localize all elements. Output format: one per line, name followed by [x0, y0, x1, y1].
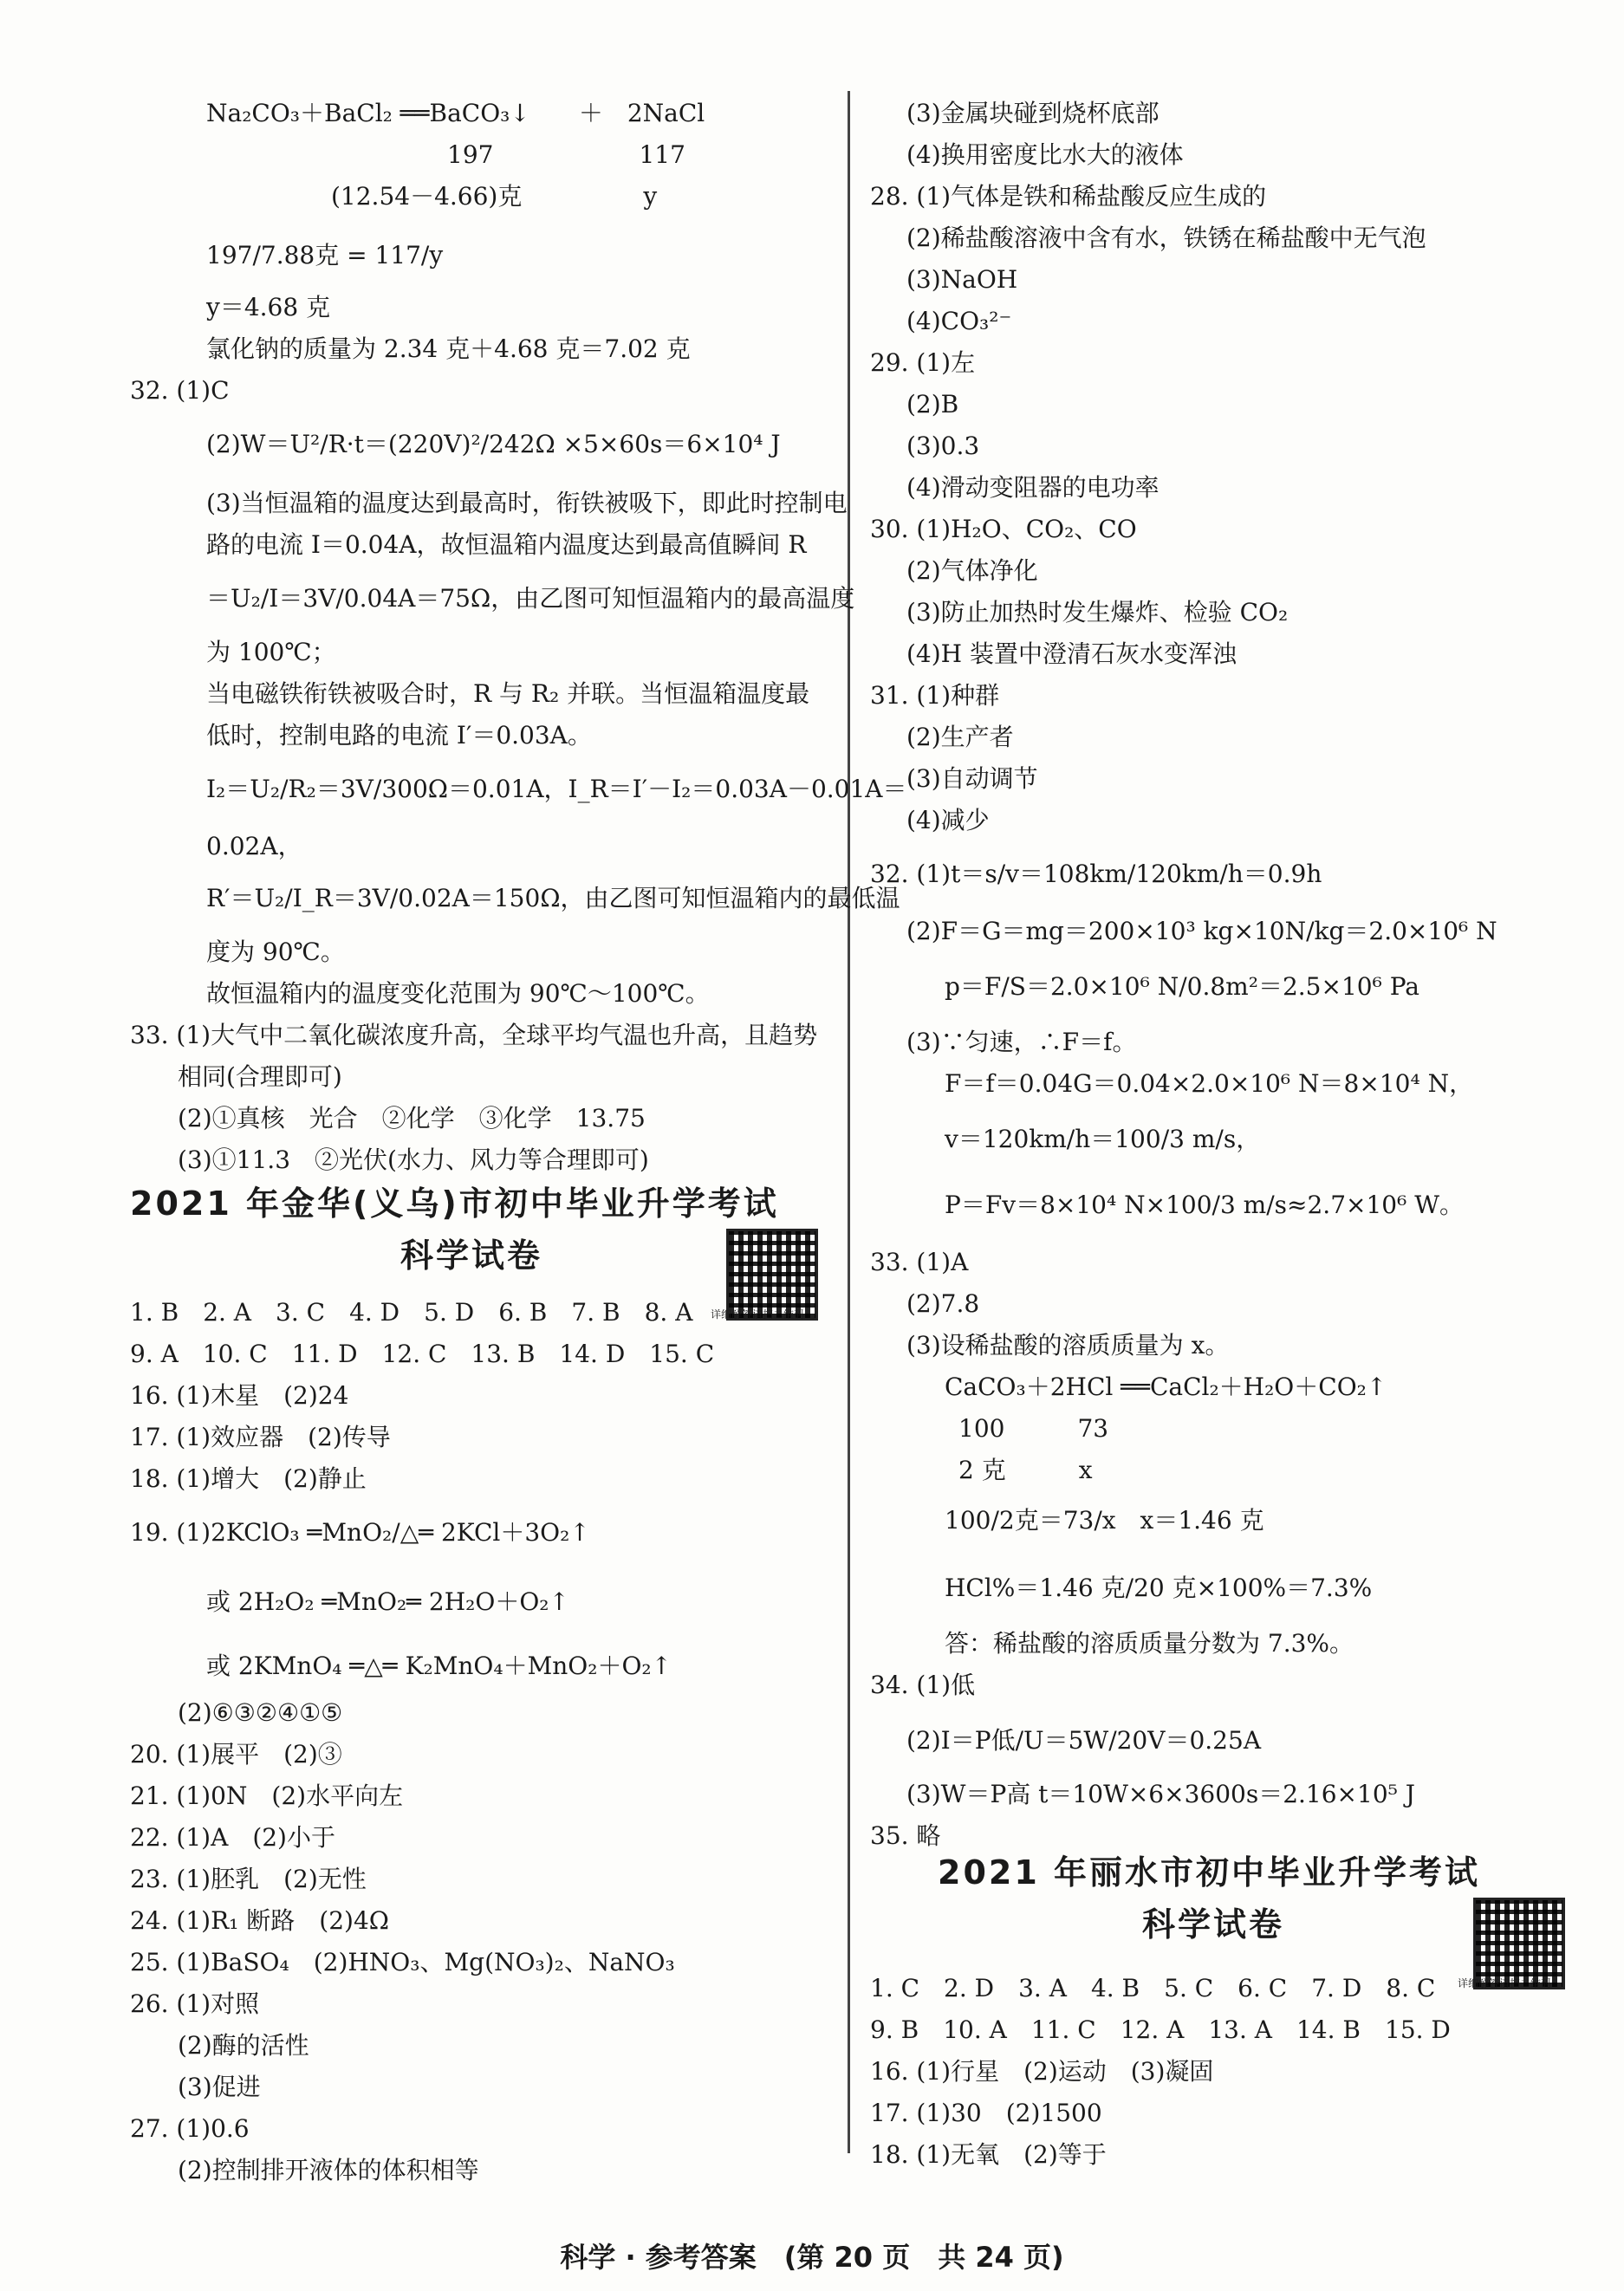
right-line: (3)金属块碰到烧杯底部 [906, 99, 1160, 127]
qr-caption: 详细解答请扫二维码 [1458, 1977, 1552, 1989]
left-line: R′＝U₂/I_R＝3V/0.02A＝150Ω，由乙图可知恒温箱内的最低温 [206, 884, 900, 912]
right-line: 31. (1)种群 [870, 681, 1000, 710]
left-line: 27. (1)0.6 [130, 2114, 250, 2143]
right-line: (2)I＝P低/U＝5W/20V＝0.25A [906, 1726, 1262, 1755]
right-line: 100 73 [958, 1414, 1109, 1443]
right-line: 18. (1)无氧 (2)等于 [870, 2140, 1107, 2169]
right-line: (2)生产者 [906, 723, 1014, 751]
left-line: 度为 90℃。 [206, 938, 345, 966]
left-line: 当电磁铁衔铁被吸合时，R 与 R₂ 并联。当恒温箱温度最 [206, 679, 810, 708]
right-line: v＝120km/h＝100/3 m/s， [945, 1125, 1261, 1153]
left-line: 18. (1)增大 (2)静止 [130, 1464, 367, 1493]
left-line: 25. (1)BaSO₄ (2)HNO₃、Mg(NO₃)₂、NaNO₃ [130, 1948, 675, 1976]
right-line: 答：稀盐酸的溶质质量分数为 7.3%。 [945, 1629, 1354, 1658]
right-line: (2)B [906, 390, 959, 419]
left-line: I₂＝U₂/R₂＝3V/300Ω＝0.01A，I_R＝I′－I₂＝0.03A－0.01A＝ [206, 775, 907, 803]
left-line: (2)W＝U²/R·t＝(220V)²/242Ω ×5×60s＝6×10⁴ J [206, 430, 781, 458]
jinhua-exam-subtitle: 科学试卷 [400, 1236, 543, 1275]
left-line: 氯化钠的质量为 2.34 克＋4.68 克＝7.02 克 [206, 334, 691, 363]
left-line: 23. (1)胚乳 (2)无性 [130, 1865, 367, 1893]
left-line: 9. A 10. C 11. D 12. C 13. B 14. D 15. C [130, 1340, 715, 1368]
right-line: (3)设稀盐酸的溶质质量为 x。 [906, 1331, 1230, 1360]
right-line: p＝F/S＝2.0×10⁶ N/0.8m²＝2.5×10⁶ Pa [945, 972, 1419, 1001]
jinhua-exam-title: 2021 年金华(义乌)市初中毕业升学考试 [130, 1184, 779, 1223]
left-line: 24. (1)R₁ 断路 (2)4Ω [130, 1906, 389, 1935]
right-line: (3)0.3 [906, 432, 980, 460]
right-line: 28. (1)气体是铁和稀盐酸反应生成的 [870, 182, 1267, 211]
column-divider [848, 91, 850, 2153]
left-line: 20. (1)展平 (2)③ [130, 1740, 342, 1769]
left-line: 低时，控制电路的电流 I′＝0.03A。 [206, 721, 592, 750]
right-line: HCl%＝1.46 克/20 克×100%＝7.3% [945, 1574, 1373, 1602]
right-line: F＝f＝0.04G＝0.04×2.0×10⁶ N＝8×10⁴ N， [945, 1069, 1474, 1098]
right-line: (2)气体净化 [906, 556, 1038, 585]
right-line: (3)∵匀速，∴F＝f。 [906, 1028, 1137, 1056]
left-line: 26. (1)对照 [130, 1989, 260, 2018]
left-line: 或 2KMnO₄ ═△═ K₂MnO₄＋MnO₂＋O₂↑ [206, 1652, 672, 1680]
lishui-exam-title: 2021 年丽水市初中毕业升学考试 [938, 1853, 1480, 1892]
left-line: 路的电流 I＝0.04A，故恒温箱内温度达到最高值瞬间 R [206, 530, 807, 559]
left-line: (2)⑥③②④①⑤ [178, 1698, 343, 1727]
left-line: (12.54－4.66)克 y [331, 182, 658, 211]
left-line: Na₂CO₃＋BaCl₂ ══BaCO₃↓ ＋ 2NaCl [206, 99, 705, 127]
left-line: 19. (1)2KClO₃ ═MnO₂/△═ 2KCl＋3O₂↑ [130, 1518, 590, 1547]
right-line: (2)F＝G＝mg＝200×10³ kg×10N/kg＝2.0×10⁶ N [906, 917, 1497, 945]
right-line: (3)NaOH [906, 265, 1018, 294]
qr-caption: 详细解答请扫二维码 [711, 1308, 805, 1321]
left-line: 17. (1)效应器 (2)传导 [130, 1423, 391, 1451]
left-line: (2)酶的活性 [178, 2031, 309, 2060]
left-line: 32. (1)C [130, 376, 230, 405]
left-line: (2)①真核 光合 ②化学 ③化学 13.75 [178, 1104, 646, 1133]
left-line: y＝4.68 克 [206, 293, 331, 321]
right-line: P＝Fv＝8×10⁴ N×100/3 m/s≈2.7×10⁶ W。 [945, 1191, 1465, 1219]
left-line: 为 100℃； [206, 638, 336, 666]
right-line: (3)W＝P高 t＝10W×6×3600s＝2.16×10⁵ J [906, 1780, 1415, 1808]
right-line: 1. C 2. D 3. A 4. B 5. C 6. C 7. D 8. C [870, 1974, 1436, 2002]
left-line: (3)当恒温箱的温度达到最高时，衔铁被吸下，即此时控制电 [206, 489, 848, 517]
left-line: 22. (1)A (2)小于 [130, 1823, 335, 1852]
right-line: 9. B 10. A 11. C 12. A 13. A 14. B 15. D [870, 2015, 1451, 2044]
right-line: (2)稀盐酸溶液中含有水，铁锈在稀盐酸中无气泡 [906, 224, 1426, 252]
lishui-exam-subtitle: 科学试卷 [1142, 1905, 1285, 1944]
left-line: 或 2H₂O₂ ═MnO₂═ 2H₂O＋O₂↑ [206, 1587, 569, 1616]
right-line: (4)CO₃²⁻ [906, 307, 1012, 335]
right-line: 32. (1)t＝s/v＝108km/120km/h＝0.9h [870, 860, 1322, 888]
right-line: 29. (1)左 [870, 348, 976, 377]
right-line: (2)7.8 [906, 1289, 980, 1318]
right-line: (4)减少 [906, 806, 990, 834]
left-line: 0.02A， [206, 832, 302, 860]
right-line: 30. (1)H₂O、CO₂、CO [870, 515, 1137, 543]
right-line: (3)自动调节 [906, 764, 1038, 793]
left-line: 16. (1)木星 (2)24 [130, 1381, 349, 1410]
left-line: 故恒温箱内的温度变化范围为 90℃～100℃。 [206, 979, 710, 1008]
right-line: (4)换用密度比水大的液体 [906, 140, 1184, 169]
left-line: (2)控制排开液体的体积相等 [178, 2156, 479, 2184]
left-line: (3)促进 [178, 2073, 261, 2101]
right-line: 34. (1)低 [870, 1671, 976, 1699]
right-line: 35. 略 [870, 1821, 941, 1850]
right-line: 2 克 x [958, 1456, 1093, 1484]
right-line: (3)防止加热时发生爆炸、检验 CO₂ [906, 598, 1289, 626]
left-line: 197/7.88克 = 117/y [206, 241, 444, 269]
right-line: (4)H 装置中澄清石灰水变浑浊 [906, 639, 1237, 668]
page-footer: 科学 · 参考答案 (第 20 页 共 24 页) [560, 2241, 1064, 2274]
right-line: 100/2克＝73/x x＝1.46 克 [945, 1506, 1264, 1535]
left-line: 33. (1)大气中二氧化碳浓度升高，全球平均气温也升高，且趋势 [130, 1021, 818, 1049]
right-line: (4)滑动变阻器的电功率 [906, 473, 1160, 502]
left-line: 197 117 [447, 140, 685, 169]
right-line: 33. (1)A [870, 1248, 969, 1276]
right-line: 16. (1)行星 (2)运动 (3)凝固 [870, 2057, 1214, 2086]
left-line: 1. B 2. A 3. C 4. D 5. D 6. B 7. B 8. A [130, 1298, 693, 1327]
left-line: ＝U₂/I＝3V/0.04A＝75Ω，由乙图可知恒温箱内的最高温度 [206, 584, 855, 613]
right-line: CaCO₃＋2HCl ══CaCl₂＋H₂O＋CO₂↑ [945, 1373, 1387, 1401]
left-line: 相同(合理即可) [178, 1062, 342, 1091]
left-line: 21. (1)0N (2)水平向左 [130, 1782, 404, 1810]
left-line: (3)①11.3 ②光伏(水力、风力等合理即可) [178, 1146, 649, 1174]
right-line: 17. (1)30 (2)1500 [870, 2099, 1102, 2127]
